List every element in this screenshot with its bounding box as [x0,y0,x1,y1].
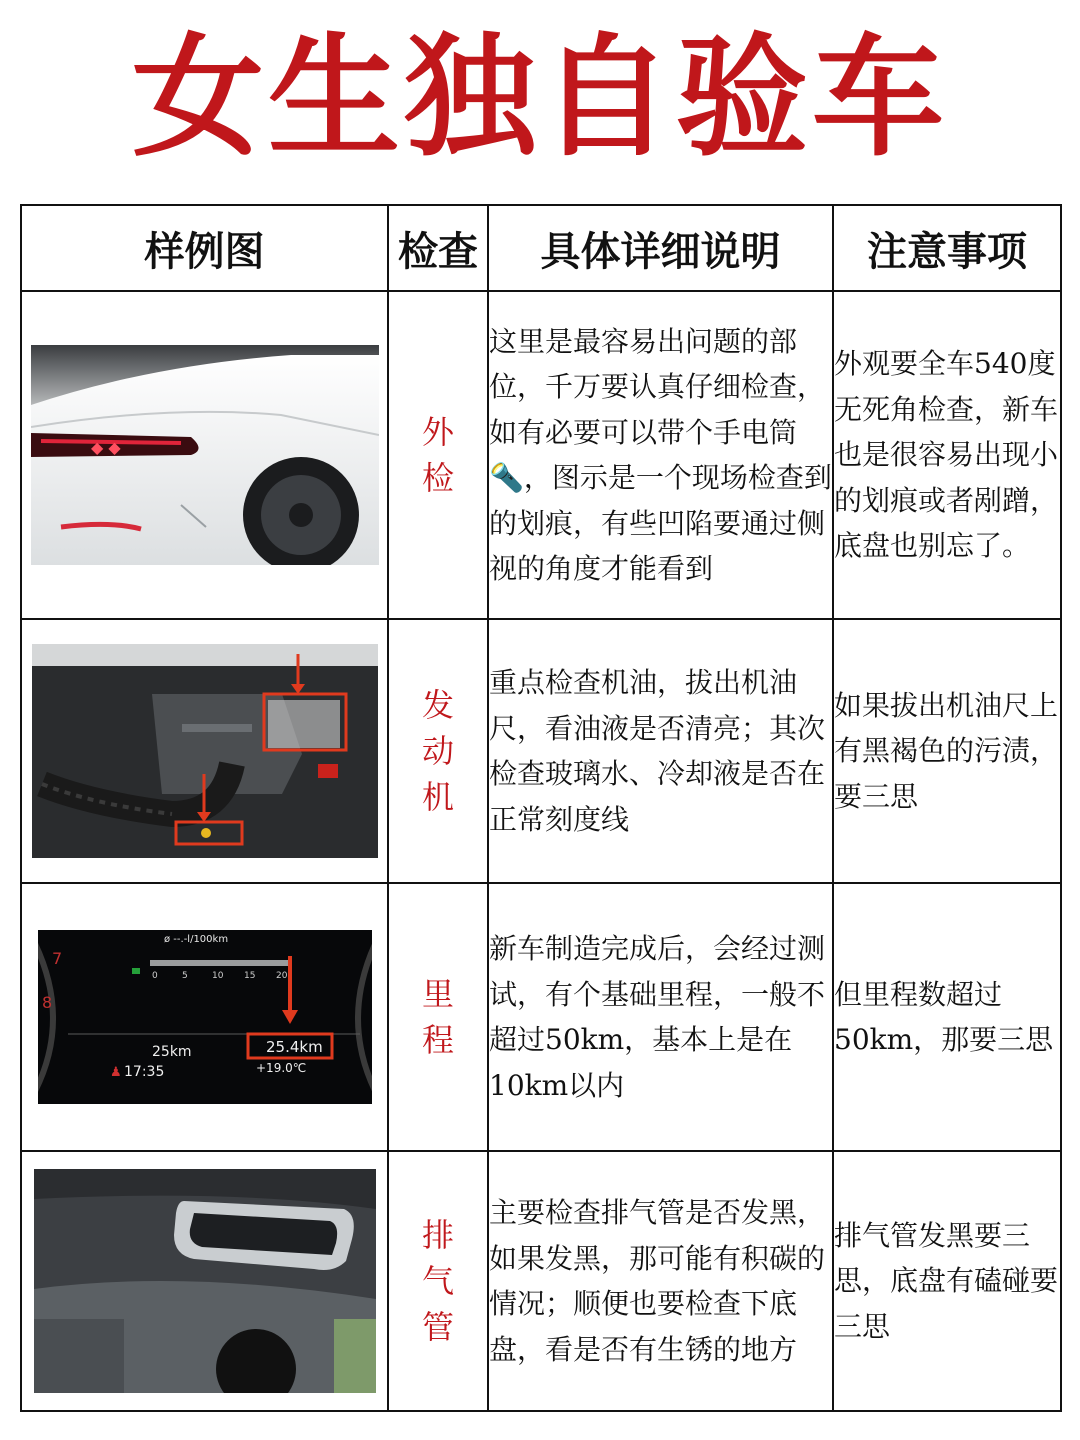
outside-temp: +19.0℃ [255,1061,306,1075]
scale-tick: 5 [181,971,188,981]
gauge-mark-7: 7 [51,949,62,968]
table-header-row [21,205,1061,291]
trip-distance: 25.4km [265,1038,323,1056]
check-label-mileage: 里程 [388,883,488,1151]
table-row [21,1151,1061,1411]
scale-tick: 15 [243,971,255,981]
note-text: 但里程数超过50km，那要三思 [833,883,1061,1151]
dashboard-photo [38,930,372,1104]
header-notes: 注意事项 [833,205,1061,291]
car-rear-photo [31,345,379,565]
scale-tick: 0 [151,971,158,981]
sample-image-cell [21,619,388,883]
exhaust-photo [34,1169,376,1393]
check-label-exhaust: 排气管 [388,1151,488,1411]
scale-tick: 10 [211,971,223,981]
gauge-mark-8: 8 [41,993,52,1012]
range-value: 25km [151,1044,192,1060]
svg-text:◆ ◆: ◆ ◆ [90,438,121,457]
note-text: 排气管发黑要三思，底盘有磕碰要三思 [833,1151,1061,1411]
scale-tick: 20 [275,971,287,981]
note-text: 如果拔出机油尺上有黑褐色的污渍，要三思 [833,619,1061,883]
seatbelt-icon: ♟ [109,1065,122,1080]
engine-bay-photo [32,644,378,858]
header-sample-image: 样例图 [21,205,388,291]
header-detail: 具体详细说明 [488,205,833,291]
detail-text: 新车制造完成后，会经过测试，有个基础里程，一般不超过50km，基本上是在10km以内 [488,883,833,1151]
note-text: 外观要全车540度无死角检查，新车也是很容易出现小的划痕或者剐蹭，底盘也别忘了。 [833,291,1061,619]
sample-image-cell [21,883,388,1151]
page-title: 女生独自验车 [132,21,948,175]
inspection-table [20,204,1062,1412]
fuel-consumption: ø --.-l/100km [163,934,228,945]
check-label-exterior: 外检 [388,291,488,619]
table-row [21,619,1061,883]
table-row [21,883,1061,1151]
table-row [21,291,1061,619]
sample-image-cell [21,291,388,619]
sample-image-cell [21,1151,388,1411]
clock-time: 17:35 [123,1064,164,1080]
header-check: 检查 [388,205,488,291]
detail-text: 重点检查机油，拔出机油尺，看油液是否清亮；其次检查玻璃水、冷却液是否在正常刻度线 [488,619,833,883]
detail-text: 这里是最容易出问题的部位，千万要认真仔细检查，如有必要可以带个手电筒🔦，图示是一个现场检查到的划痕，有些凹陷要通过侧视的角度才能看到 [488,291,833,619]
check-label-engine: 发动机 [388,619,488,883]
detail-text: 主要检查排气管是否发黑，如果发黑，那可能有积碳的情况；顺便也要检查下底盘，看是否有生锈的地方 [488,1151,833,1411]
